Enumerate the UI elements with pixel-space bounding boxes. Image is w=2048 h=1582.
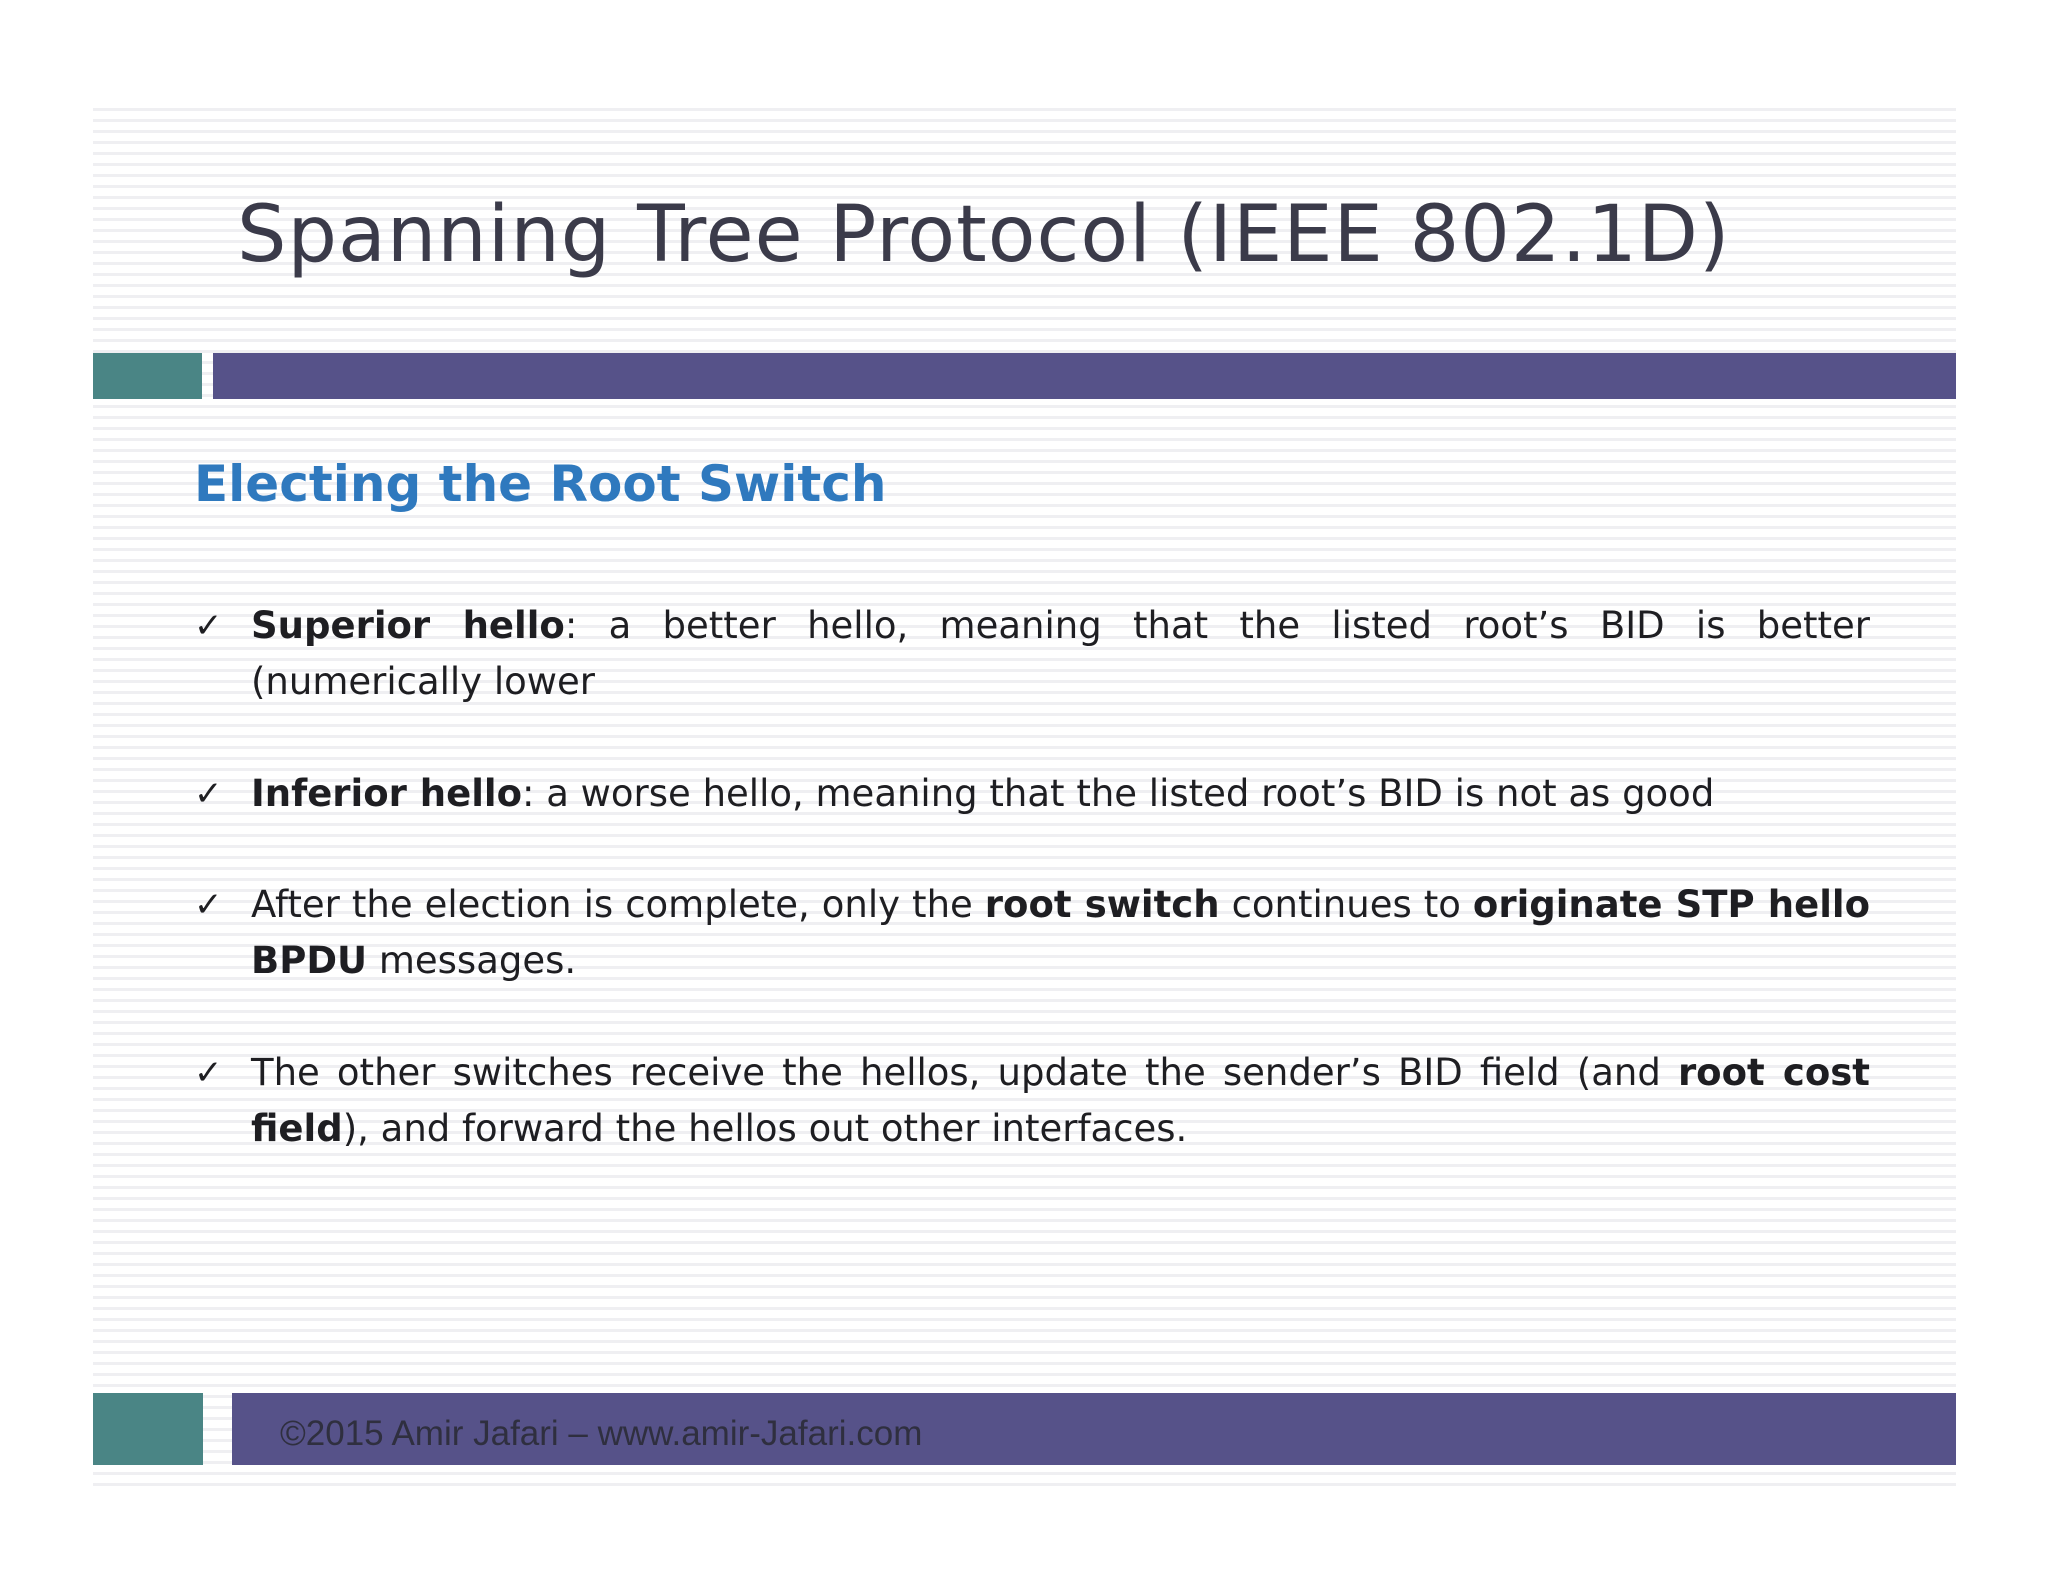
bullet-bold-text: root cost field: [251, 1051, 1870, 1150]
footer-copyright: ©2015 Amir Jafari – www.amir-Jafari.com: [280, 1414, 923, 1453]
section-heading: Electing the Root Switch: [194, 455, 887, 513]
bullet-item: [194, 766, 1870, 822]
bullet-text: The other switches receive the hellos, update the sender’s BID field (and: [251, 1051, 1678, 1094]
slide-title: Spanning Tree Protocol (IEEE 802.1D): [237, 190, 1731, 280]
bullet-bold-text: originate STP hello BPDU: [251, 883, 1870, 982]
checkmark-icon: ✓: [194, 774, 223, 814]
bullet-bold-text: Inferior hello: [251, 772, 522, 815]
header-accent-block: [93, 353, 202, 399]
bullet-text: After the election is complete, only the: [251, 883, 985, 926]
checkmark-icon: ✓: [194, 606, 223, 646]
header-bar: [213, 353, 1956, 399]
bullet-bold-text: Superior hello: [251, 604, 565, 647]
bullet-text: messages.: [367, 939, 577, 982]
bullet-text: continues to: [1219, 883, 1473, 926]
bullet-item: [194, 1045, 1870, 1157]
footer-accent-block: [93, 1393, 203, 1465]
bullet-item: [194, 598, 1870, 710]
bullet-item: [194, 877, 1870, 989]
bullet-text: ), and forward the hellos out other interfaces.: [342, 1107, 1188, 1150]
bullet-bold-text: root switch: [984, 883, 1220, 926]
bullet-text: : a worse hello, meaning that the listed root’s BID is not as good: [522, 772, 1715, 815]
bullet-list: [194, 598, 1870, 1213]
bullet-text: : a better hello, meaning that the listed root’s BID is better (numerically lower: [251, 604, 1871, 703]
checkmark-icon: ✓: [194, 1053, 223, 1093]
checkmark-icon: ✓: [194, 885, 223, 925]
